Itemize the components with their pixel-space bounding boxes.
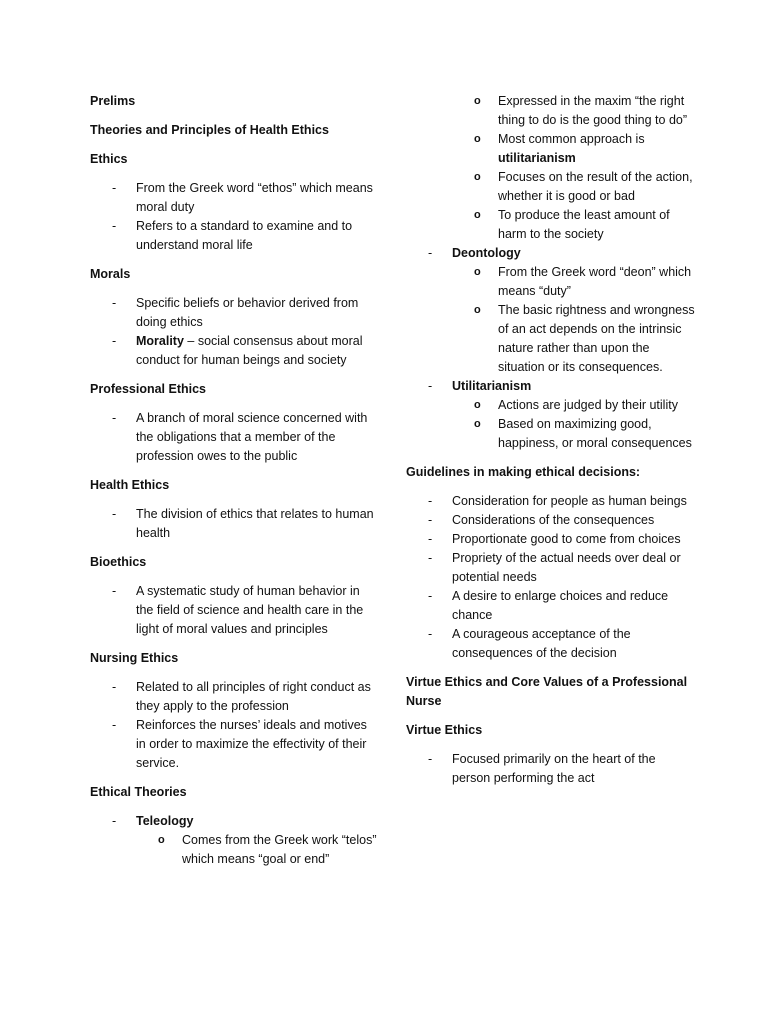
sub-list-item: o Based on maximizing good, happiness, or moral consequences xyxy=(474,417,692,450)
list-item: - Proportionate good to come from choices xyxy=(428,532,681,546)
list-item: - A branch of moral science concerned with the obligations that a member of the profession owes to the public xyxy=(112,411,368,463)
morals-heading: Morals xyxy=(90,267,131,281)
list-item: - Focused primarily on the heart of the person performing the act xyxy=(428,752,656,785)
teleology-label: Teleology xyxy=(136,814,194,828)
utilitarianism-label: Utilitarianism xyxy=(452,379,532,393)
sub-list-item: o Expressed in the maxim “the right thing to do is the good thing to do” xyxy=(474,94,688,127)
prelims-label: Prelims xyxy=(90,94,136,108)
right-column xyxy=(406,92,696,798)
list-item: - Considerations of the consequences xyxy=(428,513,655,527)
deontology-sublist xyxy=(452,263,696,377)
list-item: - Propriety of the actual needs over deal or potential needs xyxy=(428,551,681,584)
virtue-ethics-heading: Virtue Ethics xyxy=(406,723,483,737)
document-title: Theories and Principles of Health Ethics xyxy=(90,123,329,137)
guidelines-list xyxy=(406,492,696,663)
list-item: - Consideration for people as human beings xyxy=(428,494,687,508)
list-item: - Deontology o From the Greek word “deon” which means “duty” o The basic rightness and wrongness of an act depends on the intrinsic nature rather than upon the situation or its consequences. xyxy=(406,244,696,377)
bioethics-list xyxy=(90,582,380,639)
sub-list-item: o The basic rightness and wrongness of an act depends on the intrinsic nature rather than upon the situation or its consequences. xyxy=(474,303,695,374)
guidelines-heading: Guidelines in making ethical decisions: xyxy=(406,465,641,479)
health-ethics-list xyxy=(90,505,380,543)
teleology-sublist xyxy=(136,831,380,869)
list-item: - Utilitarianism o Actions are judged by their utility o Based on maximizing good, happiness, or moral consequences xyxy=(406,377,696,453)
list-item: - From the Greek word “ethos” which means moral duty xyxy=(112,181,373,214)
sub-list-item: o To produce the least amount of harm to the society xyxy=(474,208,670,241)
nursing-ethics-heading: Nursing Ethics xyxy=(90,651,179,665)
health-ethics-heading: Health Ethics xyxy=(90,478,170,492)
ethical-theories-heading: Ethical Theories xyxy=(90,785,187,799)
list-item: - A courageous acceptance of the consequences of the decision xyxy=(428,627,631,660)
theories-list-continued xyxy=(406,244,696,453)
utilitarianism-term: utilitarianism xyxy=(498,151,576,165)
sub-list-item: o Most common approach is utilitarianism xyxy=(474,132,645,165)
utilitarianism-sublist xyxy=(452,396,696,453)
sub-list-item: o Comes from the Greek work “telos” which means “goal or end” xyxy=(158,833,377,866)
bioethics-heading: Bioethics xyxy=(90,555,147,569)
virtue-ethics-list xyxy=(406,750,696,788)
list-item: - Morality – social consensus about moral conduct for human beings and society xyxy=(112,334,363,367)
morality-term: Morality xyxy=(136,334,184,348)
sub-list-item: o From the Greek word “deon” which means “duty” xyxy=(474,265,692,298)
ethics-heading: Ethics xyxy=(90,152,128,166)
list-item: - Specific beliefs or behavior derived from doing ethics xyxy=(112,296,359,329)
nursing-ethics-list xyxy=(90,678,380,773)
morals-list xyxy=(90,294,380,370)
teleology-sublist-continued xyxy=(452,92,696,244)
list-item: - Reinforces the nurses’ ideals and motives in order to maximize the effectivity of their service. xyxy=(112,718,367,770)
left-column xyxy=(90,92,380,879)
list-item: - A systematic study of human behavior in the field of science and health care in the light of moral values and principles xyxy=(112,584,364,636)
list-item: - A desire to enlarge choices and reduce chance xyxy=(428,589,669,622)
list-item: - Refers to a standard to examine and to understand moral life xyxy=(112,219,353,252)
professional-ethics-heading: Professional Ethics xyxy=(90,382,207,396)
list-item: - Teleology o Comes from the Greek work “telos” which means “goal or end” xyxy=(90,812,380,869)
virtue-section-heading: Virtue Ethics and Core Values of a Professional Nurse xyxy=(406,675,688,708)
professional-ethics-list xyxy=(90,409,380,466)
sub-list-item: o Focuses on the result of the action, whether it is good or bad xyxy=(474,170,693,203)
list-item: - The division of ethics that relates to human health xyxy=(112,507,374,540)
ethical-theories-list xyxy=(90,812,380,869)
list-item: - Related to all principles of right conduct as they apply to the profession xyxy=(112,680,371,713)
deontology-label: Deontology xyxy=(452,246,521,260)
ethics-list xyxy=(90,179,380,255)
sub-list-item: o Actions are judged by their utility xyxy=(474,398,678,412)
